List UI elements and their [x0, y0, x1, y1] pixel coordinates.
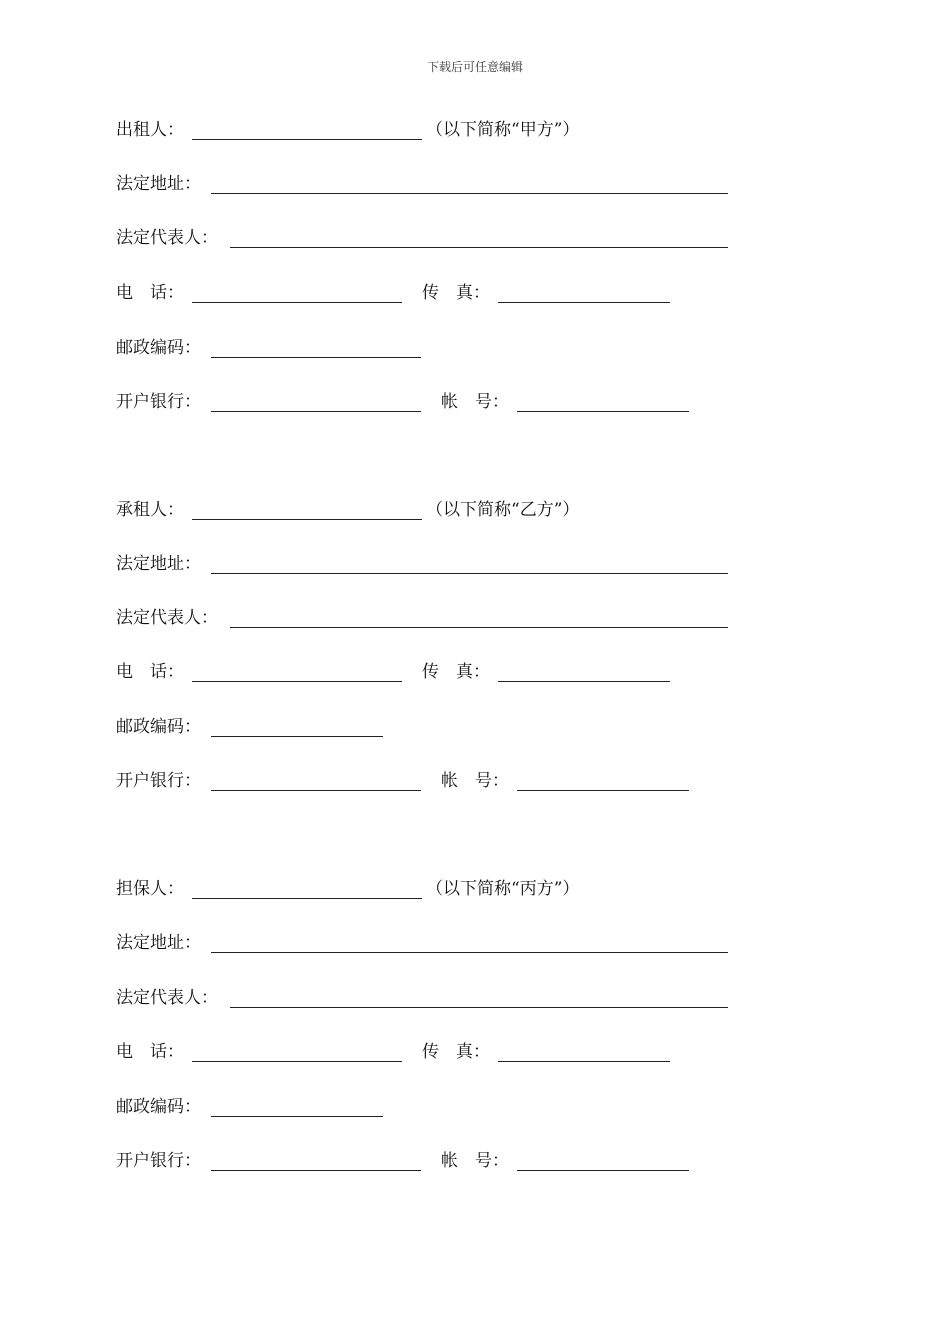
guarantor-bank-blank[interactable] [211, 1170, 421, 1171]
lessee-phone-label: 电 话： [116, 662, 184, 682]
guarantor-fax-label: 传 真： [422, 1042, 490, 1062]
lessor-party-suffix: （以下简称“甲方”） [426, 120, 580, 140]
lessee-rep-blank[interactable] [230, 627, 728, 628]
guarantor-phone-label: 电 话： [116, 1042, 184, 1062]
lessee-fax-label: 传 真： [422, 662, 490, 682]
lessee-postcode-blank[interactable] [211, 736, 383, 737]
guarantor-phone-blank[interactable] [192, 1061, 402, 1062]
lessee-bank-blank[interactable] [211, 790, 421, 791]
lessee-account-label: 帐 号： [441, 771, 509, 791]
lessee-party-suffix: （以下简称“乙方”） [426, 500, 580, 520]
guarantor-party-suffix: （以下简称“丙方”） [426, 879, 580, 899]
lessor-phone-label: 电 话： [116, 283, 184, 303]
guarantor-postcode-label: 邮政编码： [116, 1097, 201, 1117]
lessor-fax-label: 传 真： [422, 283, 490, 303]
lessee-name-blank[interactable] [192, 519, 422, 520]
lessor-name-blank[interactable] [192, 139, 422, 140]
guarantor-name-blank[interactable] [192, 898, 422, 899]
guarantor-party-label: 担保人： [116, 879, 184, 899]
lessee-account-blank[interactable] [517, 790, 689, 791]
lessor-account-blank[interactable] [517, 411, 689, 412]
lessor-phone-blank[interactable] [192, 302, 402, 303]
guarantor-account-blank[interactable] [517, 1170, 689, 1171]
lessor-bank-label: 开户银行： [116, 392, 201, 412]
guarantor-rep-blank[interactable] [230, 1007, 728, 1008]
lessee-address-label: 法定地址： [116, 554, 201, 574]
lessee-rep-label: 法定代表人： [116, 608, 218, 628]
lessor-address-blank[interactable] [211, 193, 728, 194]
lessor-party-label: 出租人： [116, 120, 184, 140]
lessee-bank-label: 开户银行： [116, 771, 201, 791]
guarantor-address-label: 法定地址： [116, 933, 201, 953]
guarantor-postcode-blank[interactable] [211, 1116, 383, 1117]
page-header-note: 下载后可任意编辑 [426, 60, 523, 74]
lessor-address-label: 法定地址： [116, 174, 201, 194]
lessor-rep-label: 法定代表人： [116, 228, 218, 248]
lessor-postcode-blank[interactable] [211, 357, 421, 358]
guarantor-bank-label: 开户银行： [116, 1151, 201, 1171]
lessee-party-label: 承租人： [116, 500, 184, 520]
lessor-postcode-label: 邮政编码： [116, 338, 201, 358]
lessee-phone-blank[interactable] [192, 681, 402, 682]
lessor-rep-blank[interactable] [230, 247, 728, 248]
lessee-address-blank[interactable] [211, 573, 728, 574]
lessor-account-label: 帐 号： [441, 392, 509, 412]
guarantor-account-label: 帐 号： [441, 1151, 509, 1171]
guarantor-fax-blank[interactable] [498, 1061, 670, 1062]
lessor-bank-blank[interactable] [211, 411, 421, 412]
lessor-fax-blank[interactable] [498, 302, 670, 303]
lessee-fax-blank[interactable] [498, 681, 670, 682]
guarantor-rep-label: 法定代表人： [116, 988, 218, 1008]
guarantor-address-blank[interactable] [211, 952, 728, 953]
lessee-postcode-label: 邮政编码： [116, 717, 201, 737]
